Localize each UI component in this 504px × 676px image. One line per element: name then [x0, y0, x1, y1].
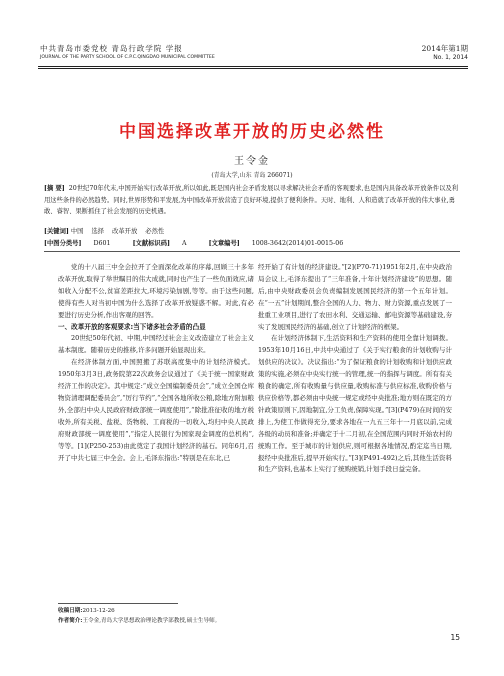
body-paragraph: 经开始了有计划的经济建设。”[2](P70-71)1951年2月,在中央政治局会议上,毛泽东提出了“三年准备,十年计划经济建设”的思想。随后,由中央财政委员会负责编制发展国民经济的第一个五年计划。在“一五”计划期间,整合全国的人力、物力、财力资源,重点发展了一批重工业项目,进行了农田水利、交通运输、邮电资源等基础建设,夯实了发展国民经济的基础,创立了计划经济的框架。: [258, 263, 452, 331]
article-no-value: 1008-3642(2014)01-0015-06: [251, 240, 344, 247]
issue-en: No. 1, 2014: [433, 54, 468, 61]
keywords-label: [关键词]: [44, 228, 69, 235]
body-paragraph: 党的十八届三中全会拉开了全面深化改革的序幕,回顾三十多年改革开放,取得了举世瞩目的伟大成就,同时也产生了一些负面效应,诸如收入分配不公,贫富差距拉大,环境污染加剧,等等。由于这些问题,使得有些人对当初中国为什么选择了改革开放疑惑不解。对此,有必要进行历史分析,作出客观的回答。: [58, 263, 254, 319]
body-paragraph: 20世纪50年代初、中期,中国经过社会主义改造建立了社会主义基本制度。随着历史的推移,许多问题开始显现出来。: [58, 334, 254, 355]
received-label: 收稿日期:: [58, 608, 83, 614]
clc-value: D601: [93, 240, 111, 247]
footnote-author: [58, 617, 458, 626]
body-column-left: [58, 262, 254, 464]
article-title: 中国选择改革开放的历史必然性: [119, 122, 385, 142]
doc-code-label: [文献标识码]: [132, 240, 171, 247]
keywords-text: 中国 选择 改革开放 必然性: [70, 228, 165, 235]
body-paragraph: 在经济体制方面,中国照搬了苏联高度集中的计划经济模式。1950年3月3日,政务院第22次政务会议通过了《关于统一国家财政经济工作的决定》。其中规定:“成立全国编制委员会”,“成立全国仓库物资清理调配委员会”,“厉行节约”,“全国各地所收公粮,除地方附加粮外,全部归中央人民政府财政部统一调度使用”,“除批准征收的地方税收外,所有关税、盐税、货物税、工商税的一切收入,均归中央人民政府财政部统一调度使用”,“指定人民银行为国家现金调度的总机构”,等等。[1](P250-253)由此奠定了我国计划经济的基石。同年6月,召开了中共七届三中全会。会上,毛泽东指出:“特别是在东北,已: [58, 358, 254, 462]
keywords: [44, 227, 460, 237]
journal-name: [40, 44, 340, 62]
section-heading: 一、改革开放的客观要求:当下诸多社会矛盾的凸显: [58, 322, 206, 331]
doc-code-value: A: [182, 240, 187, 247]
header-rule: [38, 66, 468, 67]
journal-name-en: JOURNAL OF THE PARTY SCHOOL OF C.P.C.QINGDAO MUNICIPAL COMMITTEE: [40, 55, 215, 60]
header-rule-thin: [38, 68, 468, 69]
body-column-right: [258, 262, 452, 476]
issue-info: [422, 44, 468, 62]
body-paragraph: 在计划经济体制下,生活资料和生产资料的使用全靠计划调拨。1953年10月16日,中共中央通过了《关于实行粮食的计划收购与计划供应的决议》。决议指出:“为了保证粮食的计划收购和计划供应政策的实施,必须在中央实行统一的管理,统一的指挥与调度。所有有关粮食的确定,所有收购量与供应量,收购标准与供应标准,收购价格与供应价格等,都必须由中央统一规定或经中央批准;地方则在既定的方针政策原则下,因地制宜,分工负责,保障实现。”[3](P479)在时间的安排上,为使工作做得充分,要求各地在一九五三年十一月底以前,完成各级的动员和准备;并确定于十二月初,在全国范围内同时开始农村的统购工作。至于城市的计划供应,则可根据各地情况,酌定迄当日期,报经中央批准后,提早开始实行。”[3](P491-492)之后,其他生活资料和生产资料,也基本上实行了统购统销,计划手段日益完备。: [258, 334, 452, 474]
page-number: 15: [450, 633, 460, 642]
author-info: 王令金,青岛大学思想政治理论教学部教授,硕士生导师。: [82, 618, 221, 624]
issue-cn: 2014年第1期: [421, 44, 468, 53]
clc-label: [中图分类号]: [44, 240, 82, 247]
author-name: 王令金: [234, 156, 270, 167]
author-affiliation: (青岛大学,山东 青岛 266071): [211, 172, 293, 179]
footnote-rule: [58, 603, 178, 604]
author-info-label: 作者简介:: [58, 618, 83, 624]
classification-rule: [44, 251, 460, 252]
abstract-text: 20世纪70年代末,中国开始实行改革开放,所以如此,既是国内社会矛盾发展以寻求解决社会矛盾的客观要求,也是国内具备改革开放条件以及利用这些条件的必然趋势。同时,世界形势和平发展,为中国改革开放营造了良好环境,提供了便利条件。天时、地利、人和造就了改革开放的伟大事业,勇敢、睿智、果断抓住了社会发展的历史机遇。: [44, 185, 459, 216]
abstract-label: [摘 要]: [44, 185, 65, 192]
received-date: 2013-12-26: [82, 608, 115, 614]
footnote-received: [58, 607, 458, 616]
article-no-label: [文章编号]: [208, 240, 240, 247]
journal-name-cn: 中共青岛市委党校 青岛行政学院 学报: [40, 44, 183, 53]
classification-line: [44, 239, 460, 249]
abstract: [44, 183, 460, 218]
